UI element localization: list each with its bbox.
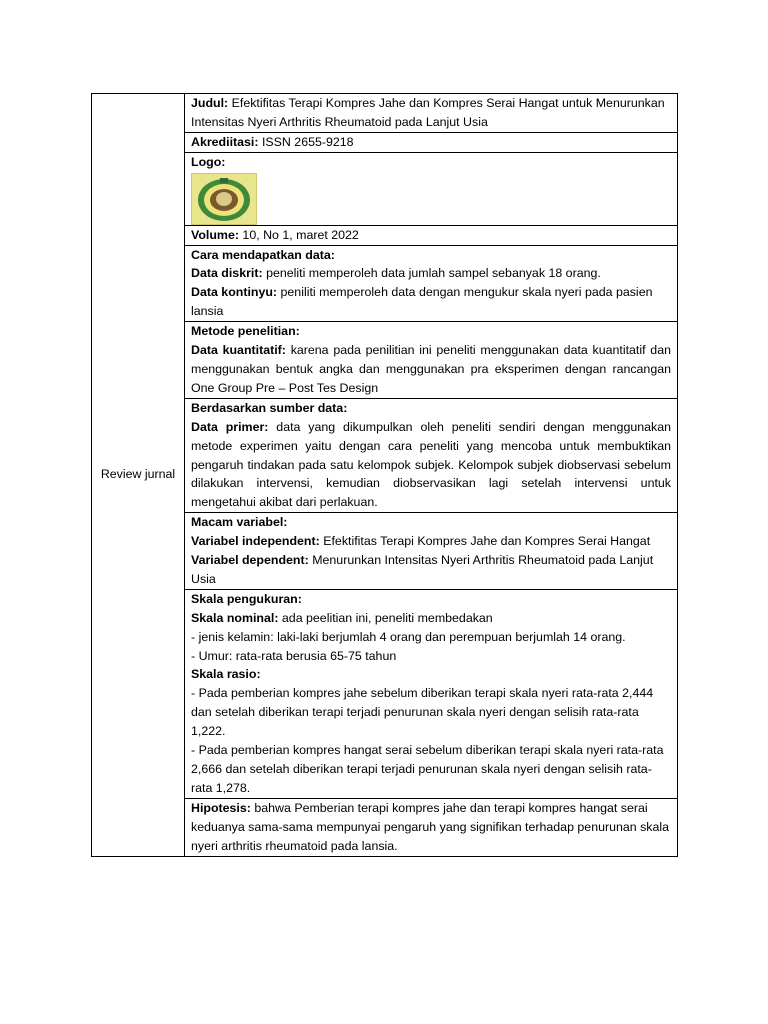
- cell-akreditasi: [185, 132, 678, 152]
- variabel-heading: Macam variabel:: [191, 515, 288, 530]
- cell-volume: [185, 225, 678, 245]
- cell-metode: [185, 322, 678, 399]
- rasio-label: Skala rasio:: [191, 667, 261, 682]
- row-judul: [92, 94, 678, 133]
- cell-cara: [185, 245, 678, 322]
- judul-text: Efektifitas Terapi Kompres Jahe dan Kompres Serai Hangat untuk Menurunkan Intensitas Nyeri Arthritis Rheumatoid pada Lanjut Usia: [191, 96, 665, 129]
- metode-heading: Metode penelitian:: [191, 324, 300, 339]
- cara-heading: Cara mendapatkan data:: [191, 247, 335, 262]
- rasio-item: - Pada pemberian kompres jahe sebelum diberikan terapi skala nyeri rata-rata 2,444 dan setelah diberikan terapi terjadi penurunan skala nyeri dengan selisih rata-rata 1,222.: [191, 686, 654, 739]
- nominal-item: - Umur: rata-rata berusia 65-75 tahun: [191, 648, 397, 663]
- indep-text: Efektifitas Terapi Kompres Jahe dan Kompres Serai Hangat: [323, 534, 651, 549]
- metode-label: Data kuantitatif:: [191, 343, 286, 358]
- volume-label: Volume:: [191, 227, 239, 242]
- dep-text: Menurunkan Intensitas Nyeri Arthritis Rheumatoid pada Lanjut Usia: [191, 553, 654, 586]
- hipotesis-text: bahwa Pemberian terapi kompres jahe dan terapi kompres hangat serai keduanya sama-sama mempunyai pengaruh yang signifikan terhadap penurunan skala nyeri arthritis rheumatoid pada lansia.: [191, 800, 670, 853]
- cell-sumber: [185, 398, 678, 512]
- judul-label: Judul:: [191, 96, 229, 110]
- journal-logo-icon: [191, 173, 257, 225]
- review-jurnal-label: [92, 94, 185, 857]
- volume-text: 10, No 1, maret 2022: [242, 227, 359, 242]
- cell-skala: [185, 589, 678, 798]
- akreditasi-text: ISSN 2655-9218: [261, 134, 354, 149]
- kontinyu-text: peniliti memperoleh data dengan mengukur skala nyeri pada pasien lansia: [191, 285, 653, 319]
- cell-hipotesis: [185, 798, 678, 856]
- review-table: [91, 93, 678, 857]
- dep-label: Variabel dependent:: [191, 553, 309, 568]
- logo-label: Logo:: [191, 154, 226, 169]
- sumber-text: data yang dikumpulkan oleh peneliti sendiri dengan menggunakan metode experimen yaitu dengan cara peneliti yang mencoba untuk membuktikan pengaruh tindakan pada satu kelompok subjek. Kelompok subjek diobservasi sebelum dilakukan intervensi, kemudian diobservasikan lagi setelah intervensi untuk mengetahui akibat dari perlakuan.: [191, 419, 671, 510]
- kontinyu-label: Data kontinyu:: [191, 285, 278, 300]
- diskrit-text: peneliti memperoleh data jumlah sampel sebanyak 18 orang.: [266, 266, 601, 281]
- nominal-item: - jenis kelamin: laki-laki berjumlah 4 orang dan perempuan berjumlah 14 orang.: [191, 629, 626, 644]
- akreditasi-label: Akrediitasi:: [191, 134, 259, 149]
- hipotesis-label: Hipotesis:: [191, 800, 251, 815]
- metode-text: karena pada penilitian ini peneliti menggunakan data kuantitatif dan menggunakan bentuk angka dan menggunakan pra eksperimen dengan rancangan One Group Pre – Post Tes Design: [191, 343, 671, 395]
- nominal-label: Skala nominal:: [191, 610, 279, 625]
- skala-heading: Skala pengukuran:: [191, 591, 302, 606]
- sumber-heading: Berdasarkan sumber data:: [191, 400, 348, 415]
- sumber-label: Data primer:: [191, 419, 269, 434]
- diskrit-label: Data diskrit:: [191, 266, 263, 281]
- review-table-container: [91, 93, 678, 857]
- rasio-item: - Pada pemberian kompres hangat serai sebelum diberikan terapi skala nyeri rata-rata 2,666 dan setelah diberikan terapi terjadi penurunan skala nyeri dengan selisih rata-rata 1,278.: [191, 743, 664, 795]
- cell-variabel: [185, 513, 678, 590]
- nominal-text: ada peelitian ini, peneliti membedakan: [281, 610, 493, 625]
- indep-label: Variabel independent:: [191, 534, 320, 549]
- cell-logo: [185, 152, 678, 225]
- cell-judul: [185, 94, 678, 133]
- review-jurnal-text: Review jurnal: [100, 467, 176, 482]
